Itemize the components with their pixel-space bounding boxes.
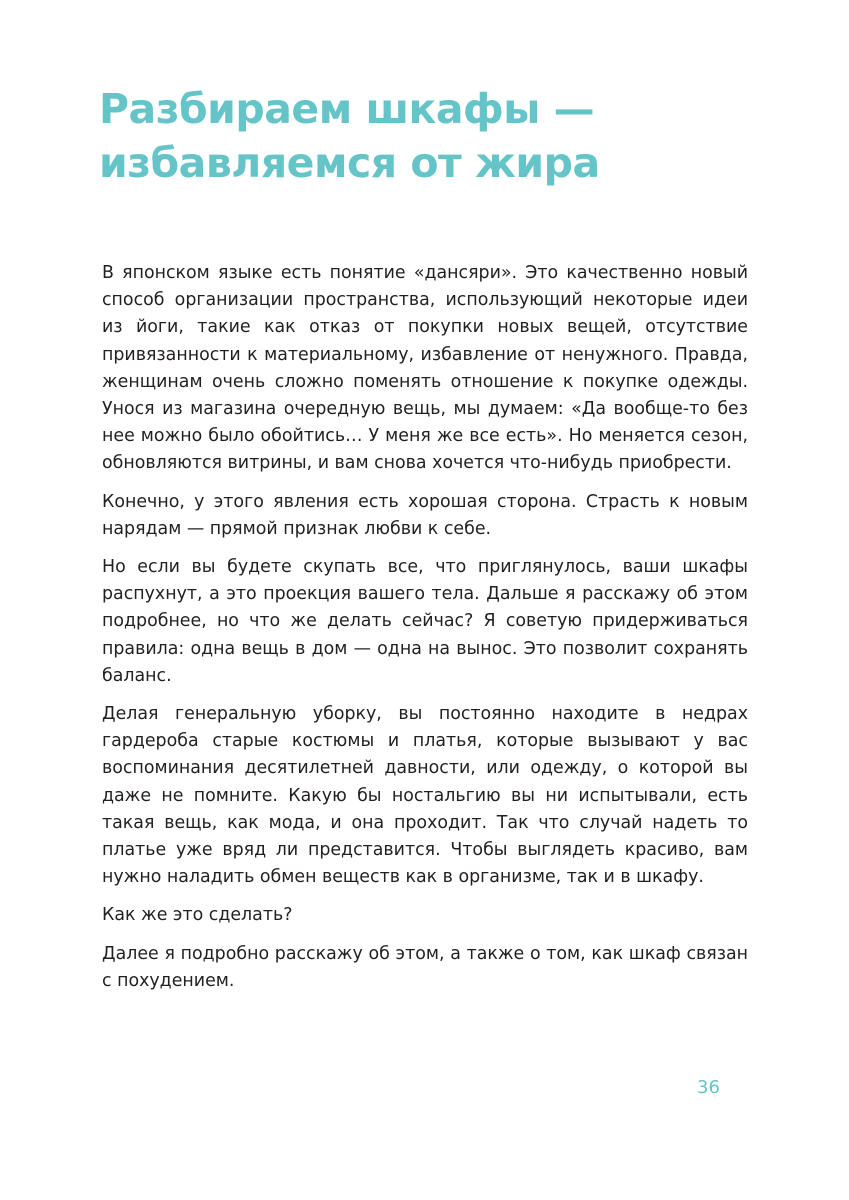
paragraph-5: Как же это сделать? bbox=[102, 905, 293, 926]
chapter-title-line-2: избавляемся от жира bbox=[99, 139, 600, 187]
paragraph-2: Конечно, у этого явления есть хорошая сторона. Страсть к новым нарядам — прямой признак любви к себе. bbox=[102, 491, 748, 539]
chapter-title bbox=[99, 82, 749, 190]
body-text bbox=[102, 260, 748, 1006]
paragraph-3: Но если вы будете скупать все, что приглянулось, ваши шкафы распухнут, а это проекция вашего тела. Дальше я расскажу об этом подробнее, но что же делать сейчас? Я советую придерживаться правила: одна вещь в дом — одна на вынос. Это позволит сохранять баланс. bbox=[102, 557, 748, 686]
paragraph-4: Делая генеральную уборку, вы постоянно находите в недрах гардероба старые костюмы и платья, которые вызывают у вас воспоминания десятилетней давности, или одежду, о которой вы даже не помните. Какую бы ностальгию вы ни испытывали, есть такая вещь, как мода, и она проходит. Так что случай надеть то платье уже вряд ли представится. Чтобы выглядеть красиво, вам нужно наладить обмен веществ как в организме, так и в шкафу. bbox=[102, 704, 748, 888]
chapter-title-line-1: Разбираем шкафы — bbox=[99, 85, 595, 133]
paragraph-1: В японском языке есть понятие «дансяри». Это качественно новый способ организации пространства, использующий некоторые идеи из йоги, такие как отказ от покупки новых вещей, отсутствие привязанности к материальному, избавление от ненужного. Правда, женщинам очень сложно поменять отношение к покупке одежды. Унося из магазина очередную вещь, мы думаем: «Да вообще-то без нее можно было обойтись… У меня же все есть». Но меняется сезон, обновляются витрины, и вам снова хочется что-нибудь приобрести. bbox=[102, 263, 748, 474]
page-number: 36 bbox=[697, 1077, 720, 1098]
paragraph-6: Далее я подробно расскажу об этом, а также о том, как шкаф связан с похудением. bbox=[102, 943, 748, 991]
